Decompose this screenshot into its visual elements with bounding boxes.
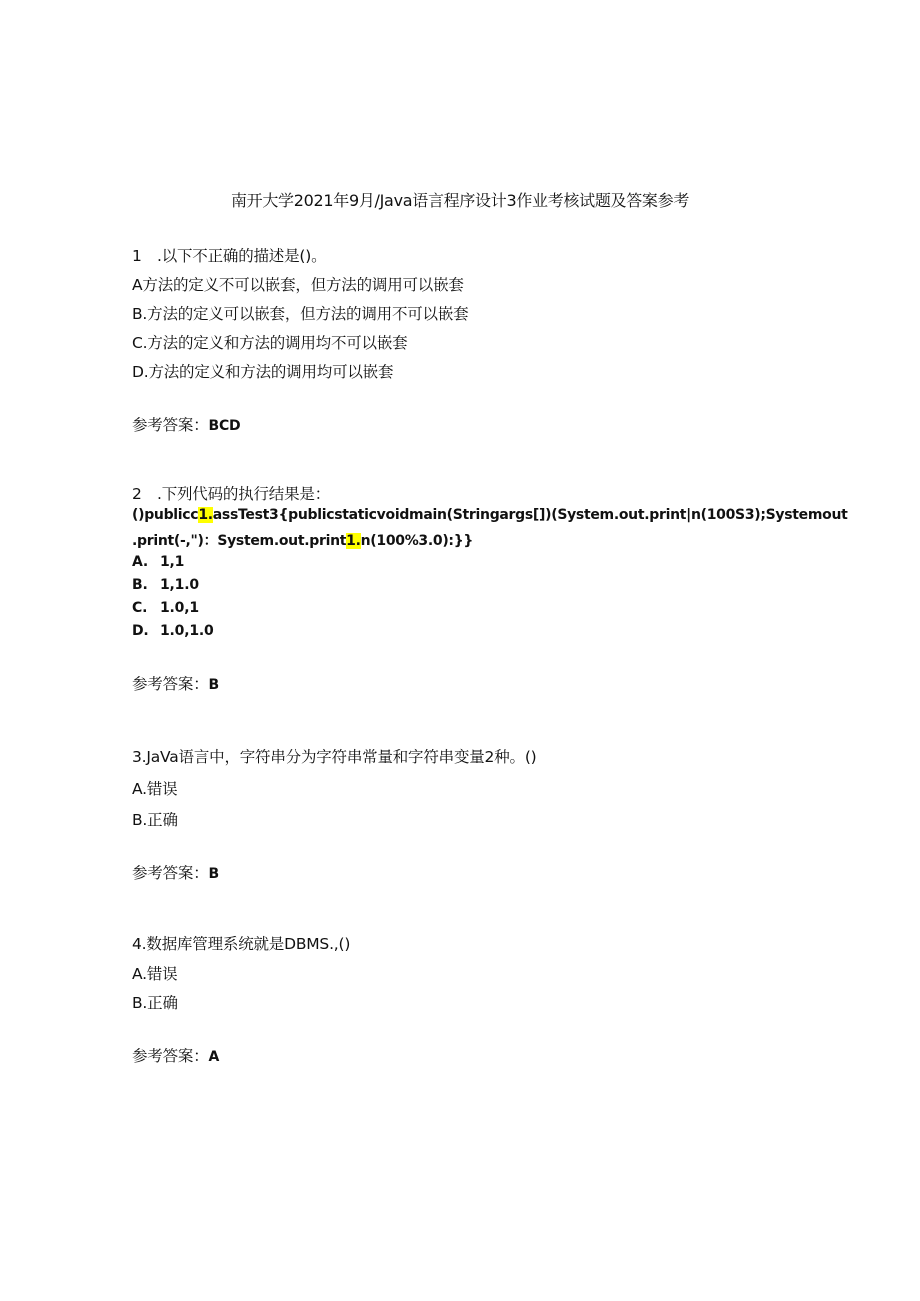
option-text: 1,1.0: [160, 577, 199, 593]
question-4-stem: 4.数据库管理系统就是DBMS.,(): [132, 935, 351, 953]
question-3-answer: [132, 861, 219, 883]
option-letter: A.: [132, 554, 149, 570]
answer-value: B: [208, 677, 219, 693]
answer-value: BCD: [208, 418, 241, 434]
document-title: 南开大学2021年9月/Java语言程序设计3作业考核试题及答案参考: [230, 191, 690, 210]
answer-label: 参考答案：: [132, 416, 209, 434]
answer-label: 参考答案：: [132, 864, 209, 882]
question-2-code-line-2: [132, 530, 473, 550]
answer-label: 参考答案：: [132, 675, 209, 693]
question-1-stem: 1 .以下不正确的描述是()。: [132, 247, 327, 265]
question-2-code-line-1: [132, 507, 848, 523]
question-1-option-a: A方法的定义不可以嵌套，但方法的调用可以嵌套: [132, 276, 464, 294]
question-1-answer: [132, 413, 240, 435]
question-2-option-c: [132, 600, 199, 616]
highlighted-text: 1.: [346, 533, 361, 549]
option-letter: C.: [132, 600, 148, 616]
question-4-option-b: B.正确: [132, 994, 178, 1012]
code-segment: assTest3{publicstaticvoidmain(Stringargs[])(System.out.print|n(100S3);Systemout: [212, 507, 848, 523]
code-segment: ()publicc: [132, 507, 199, 523]
option-text: 1,1: [160, 554, 185, 570]
question-1-option-b: B.方法的定义可以嵌套，但方法的调用不可以嵌套: [132, 305, 469, 323]
question-4-answer: [132, 1044, 219, 1066]
answer-value: B: [208, 866, 219, 882]
option-text: 1.0,1.0: [160, 623, 214, 639]
question-4-option-a: A.错误: [132, 965, 178, 983]
code-segment: n(100%3.0):}}: [360, 533, 474, 549]
option-letter: B.: [132, 577, 148, 593]
question-2-option-a: [132, 554, 184, 570]
question-3-option-a: A.错误: [132, 780, 178, 798]
answer-value: A: [208, 1049, 220, 1065]
option-letter: D.: [132, 623, 149, 639]
question-2-stem: 2 .下列代码的执行结果是：: [132, 485, 330, 503]
answer-label: 参考答案：: [132, 1047, 209, 1065]
question-2-answer: [132, 672, 219, 694]
question-1-option-c: C.方法的定义和方法的调用均不可以嵌套: [132, 334, 408, 352]
question-1-option-d: D.方法的定义和方法的调用均可以嵌套: [132, 363, 394, 381]
question-3-stem: 3.JaVa语言中，字符串分为字符串常量和字符串变量2种。(): [132, 748, 537, 766]
question-2-option-b: [132, 577, 199, 593]
question-3-option-b: B.正确: [132, 811, 178, 829]
code-segment: .print(-,")：System.out.print: [132, 533, 347, 549]
question-2-option-d: [132, 623, 214, 639]
highlighted-text: 1.: [198, 507, 213, 523]
option-text: 1.0,1: [160, 600, 199, 616]
